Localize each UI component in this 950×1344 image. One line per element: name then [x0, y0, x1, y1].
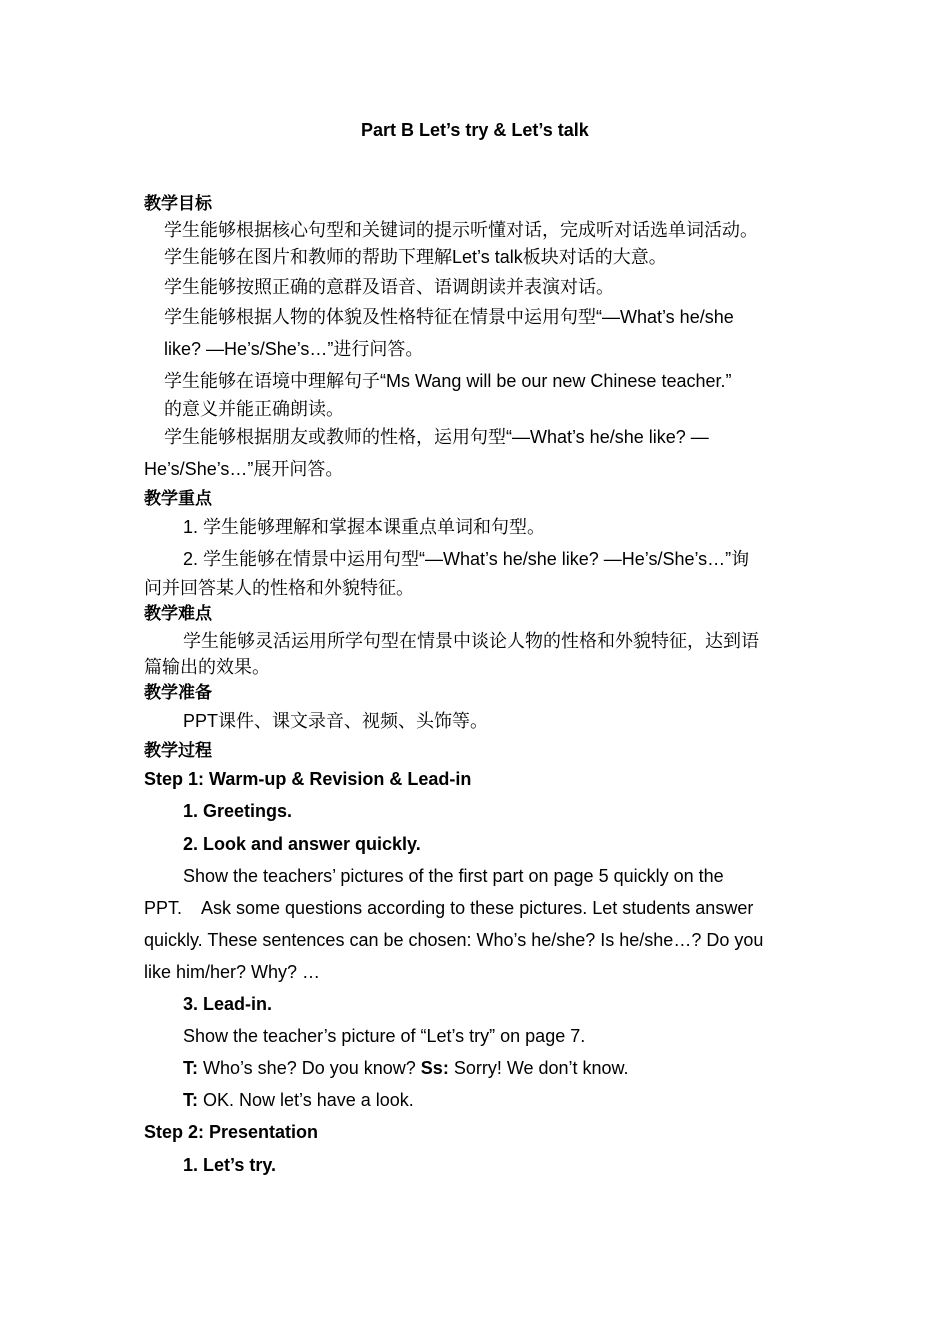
step2-item-lets-try: 1. Let’s try.	[183, 1155, 277, 1175]
speaker-teacher-label: T:	[183, 1058, 198, 1078]
objective-line: 学生能够根据人物的体貌及性格特征在情景中运用句型“—What’s he/she	[164, 307, 734, 327]
difficulties-heading: 教学难点	[144, 604, 212, 623]
preparation-heading: 教学准备	[144, 683, 212, 702]
step1-show-line: Show the teacher’s picture of “Let’s try” on page 7.	[183, 1026, 586, 1046]
objective-line: 学生能够根据朋友或教师的性格，运用句型“—What’s he/she like? —	[164, 427, 709, 447]
teacher-line: Who’s she? Do you know?	[198, 1058, 421, 1078]
step1-title: Step 1: Warm-up & Revision & Lead-in	[144, 769, 472, 789]
teacher-line: OK. Now let’s have a look.	[198, 1090, 414, 1110]
step1-paragraph-line: like him/her? Why? …	[144, 962, 321, 982]
step1-paragraph-line: Show the teachers’ pictures of the first part on page 5 quickly on the	[183, 866, 724, 886]
step2-title: Step 2: Presentation	[144, 1122, 319, 1142]
step1-item-look-answer: 2. Look and answer quickly.	[183, 834, 421, 854]
key-point-line: 2. 学生能够在情景中运用句型“—What’s he/she like? —He’s/She’s…”询	[183, 549, 750, 569]
dialog-line-1	[183, 1056, 629, 1080]
difficulty-line: 学生能够灵活运用所学句型在情景中谈论人物的性格和外貌特征，达到语	[183, 631, 759, 651]
key-points-heading: 教学重点	[144, 489, 212, 508]
objective-line: He’s/She’s…”展开问答。	[144, 459, 344, 479]
objective-line: 的意义并能正确朗读。	[164, 399, 344, 419]
page-title: Part B Let’s try & Let’s talk	[361, 120, 589, 140]
students-line: Sorry! We don’t know.	[448, 1058, 629, 1078]
objective-line: 学生能够在语境中理解句子“Ms Wang will be our new Chinese teacher.”	[164, 371, 732, 391]
objective-line: 学生能够在图片和教师的帮助下理解Let’s talk板块对话的大意。	[164, 247, 667, 267]
key-point-line: 问并回答某人的性格和外貌特征。	[144, 578, 414, 598]
step1-item-lead-in: 3. Lead-in.	[183, 994, 273, 1014]
preparation-text: PPT课件、课文录音、视频、头饰等。	[183, 711, 489, 731]
objective-line: 学生能够按照正确的意群及语音、语调朗读并表演对话。	[164, 277, 614, 297]
speaker-teacher-label: T:	[183, 1090, 198, 1110]
step1-paragraph-line: quickly. These sentences can be chosen: Who’s he/she? Is he/she…? Do you	[144, 930, 764, 950]
difficulty-line: 篇输出的效果。	[144, 657, 270, 677]
objectives-heading: 教学目标	[144, 194, 212, 213]
key-point-line: 1. 学生能够理解和掌握本课重点单词和句型。	[183, 517, 546, 537]
dialog-line-2	[183, 1088, 414, 1112]
speaker-students-label: Ss:	[420, 1058, 449, 1078]
objective-line: 学生能够根据核心句型和关键词的提示听懂对话，完成听对话选单词活动。	[164, 220, 758, 240]
step1-paragraph-line: PPT. Ask some questions according to these pictures. Let students answer	[144, 898, 754, 918]
step1-item-greetings: 1. Greetings.	[183, 801, 293, 821]
process-heading: 教学过程	[144, 741, 212, 760]
objective-line: like? —He’s/She’s…”进行问答。	[164, 339, 424, 359]
